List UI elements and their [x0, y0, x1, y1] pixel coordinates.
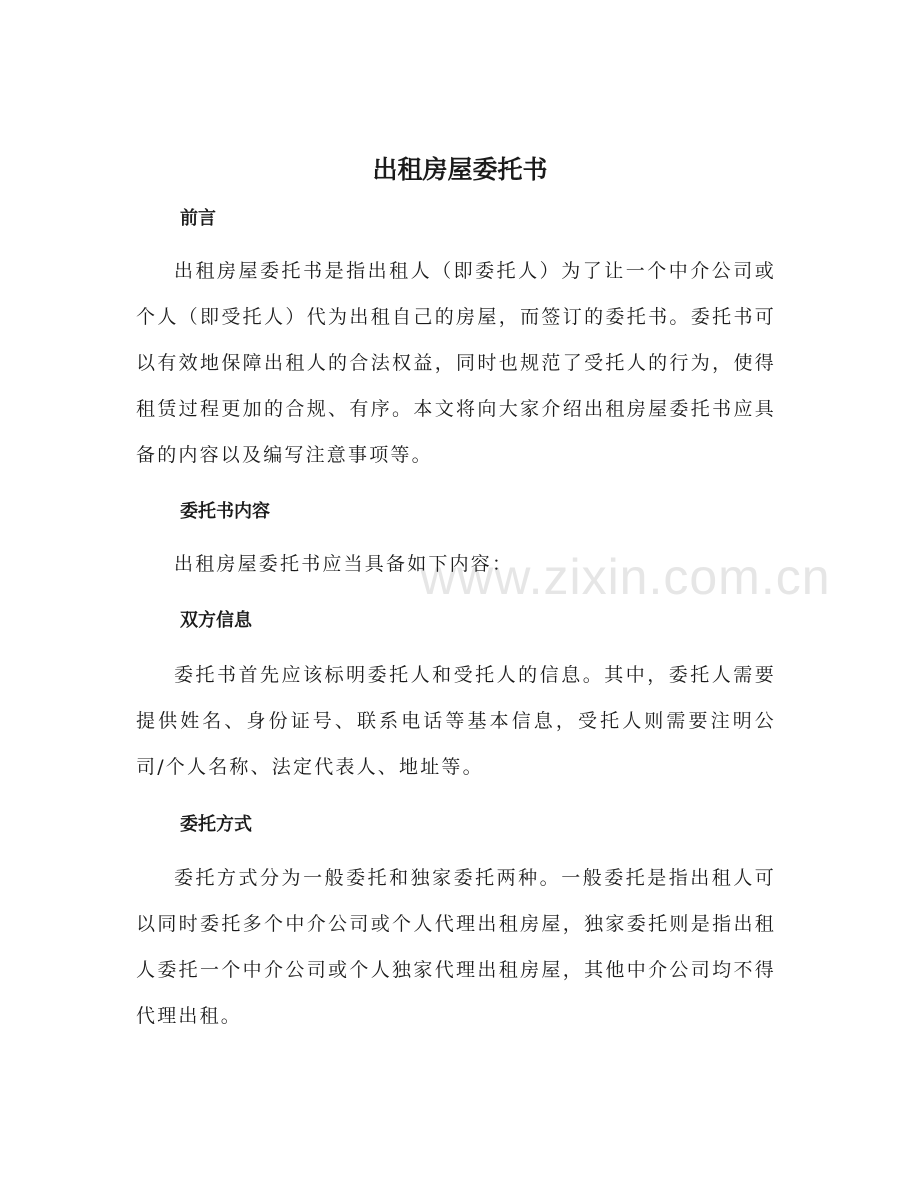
section-paragraph-parties: 委托书首先应该标明委托人和受托人的信息。其中，委托人需要提供姓名、身份证号、联系电话等基本信息，受托人则需要注明公司/个人名称、法定代表人、地址等。 — [136, 664, 776, 778]
section-heading-method: 委托方式 — [180, 814, 252, 835]
watermark: www.zixin.com.cn — [420, 549, 831, 605]
section-paragraph-content: 出租房屋委托书应当具备如下内容： — [174, 553, 514, 575]
section-paragraph-preface: 出租房屋委托书是指出租人（即委托人）为了让一个中介公司或个人（即受托人）代为出租自己的房屋，而签订的委托书。委托书可以有效地保障出租人的合法权益，同时也规范了受托人的行为，使得租赁过程更加的合规、有序。本文将向大家介绍出租房屋委托书应具备的内容以及编写注意事项等。 — [136, 260, 776, 466]
document-title: 出租房屋委托书 — [372, 155, 548, 184]
section-heading-parties: 双方信息 — [180, 610, 252, 631]
section-heading-preface: 前言 — [180, 208, 216, 229]
section-paragraph-method: 委托方式分为一般委托和独家委托两种。一般委托是指出租人可以同时委托多个中介公司或个人代理出租房屋，独家委托则是指出租人委托一个中介公司或个人独家代理出租房屋，其他中介公司均不得代理出租。 — [136, 867, 776, 1027]
section-heading-content: 委托书内容 — [180, 501, 270, 522]
